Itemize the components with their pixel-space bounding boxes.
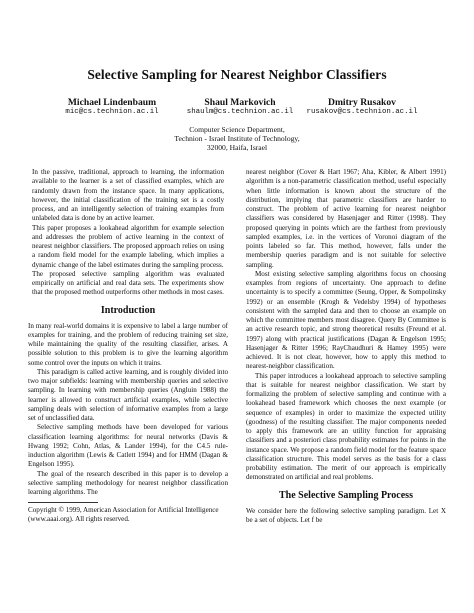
abstract-paragraph: The proposed selective sampling algorithm was evaluated empirically on artificial and real data sets. The experiments show that the proposed method outperforms other methods in most cases. — [32, 269, 224, 297]
body-paragraph: We consider here the following selective sampling paradigm. Let X be a set of objects. Let f be — [246, 506, 446, 524]
body-paragraph: This paradigm is called active learning, and is roughly divided into two major subfields: learning with membership queries and selective sampling. In learning with membership queries (Angluin 1988) the learner is allowed to construct artificial examples, while selective sampling deals with selection of informative examples from a large set of unclassified data. — [28, 367, 228, 422]
body-paragraph: This paper introduces a lookahead approach to selective sampling that is suitable for nearest neighbor classification. We start by formalizing the problem of selective sampling and continue with a lookahead based framework which chooses the next example (or sequence of examples) in order to maximize the expected utility (goodness) of the resulting classifier. The major components needed to apply this framework are an utility function for appraising classifiers and a posteriori class probability estimates for points in the instance space. We propose a random field model for the feature space classification structure. This model serves as the basis for a class probability estimation. The merit of our approach is empirically demonstrated on artificial and real problems. — [246, 371, 446, 482]
abstract-paragraph: This paper proposes a lookahead algorithm for example selection and addresses the problem of active learning in the context of nearest neighbor classifiers. The proposed approach relies on using a random field model for the example labeling, which implies a dynamic change of the label estimates during the sampling process. — [32, 223, 224, 269]
author-email: rusakov@cs.technion.ac.il — [306, 108, 418, 116]
paper-title: Selective Sampling for Nearest Neighbor Classifiers — [87, 67, 387, 82]
section-heading-selective-sampling: The Selective Sampling Process — [279, 489, 413, 501]
author-name: Shaul Markovich — [204, 97, 276, 108]
body-paragraph: Most existing selective sampling algorithms focus on choosing examples from regions of uncertainty. One approach to define uncertainty is to specify a committee (Seung, Opper, & Sompolinsky 1992) or an ensemble (Krogh & Vedelsby 1994) of hypotheses consistent with the sampled data and then to choose an example on which the committee members most disagree. Query By Committee is an active research topic, and strong theoretical results (Freund et al. 1997) along with practical justifications (Dagan & Engelson 1995; Hasenjager & Ritter 1996; RayChaudhuri & Hamey 1995) were achieved. It is not clear, however, how to apply this method to nearest-neighbor classification. — [246, 269, 446, 371]
author-block — [180, 97, 300, 117]
author-name: Dmitry Rusakov — [328, 97, 396, 108]
body-paragraph: nearest neighbor (Cover & Hart 1967; Aha, Kibler, & Albert 1991) algorithm is a non-parametric classification method, useful especially when little information is known about the structure of the distribution, implying that parametric classifiers are harder to construct. The problem of active learning for nearest neighbor classifiers was considered by Hasenjager and Ritter (1998). They proposed querying in points which are the farthest from previously sampled examples, i.e. in the vertices of Voronoi diagram of the points labeled so far. This method, however, falls under the membership queries paradigm and is not suitable for selective sampling. — [246, 168, 446, 269]
affiliation-line: Technion - Israel Institute of Technology, — [174, 134, 300, 144]
section-heading-introduction: Introduction — [100, 304, 156, 316]
left-column — [28, 168, 228, 524]
author-name: Michael Lindenbaum — [67, 97, 157, 108]
affiliation — [0, 125, 474, 153]
footnote-rule — [28, 502, 98, 503]
affiliation-line: Computer Science Department, — [189, 125, 285, 134]
body-paragraph: The goal of the research described in this paper is to develop a selective sampling methodology for nearest neighbor classification learning algorithms. The — [28, 469, 228, 496]
copyright-notice: Copyright © 1999, American Association for Artificial Intelligence (www.aaai.org). All rights reserved. — [28, 506, 219, 524]
author-email: mic@cs.technion.ac.il — [65, 108, 159, 116]
body-paragraph: Selective sampling methods have been developed for various classification learning algorithms: for neural networks (Davis & Hwang 1992; Cohn, Atlas, & Lander 1994), for the C4.5 rule-induction algorithm (Lewis & Catlett 1994) and for HMM (Dagan & Engelson 1995). — [28, 423, 228, 469]
affiliation-line: 32000, Haifa, Israel — [206, 143, 268, 153]
author-block — [52, 97, 172, 117]
right-column — [246, 168, 446, 525]
author-email: shaulm@cs.technion.ac.il — [186, 108, 294, 116]
abstract-paragraph: In the passive, traditional, approach to learning, the information available to the learner is a set of classified examples, which are randomly drawn from the instance space. In many applications, however, the initial classification of the training set is a costly process, and an intelligently selection of training examples from unlabeled data is done by an active learner. — [32, 168, 224, 223]
body-paragraph: In many real-world domains it is expensive to label a large number of examples for training, and the problem of reducing training set size, while maintaining the quality of the resulting classifier, arises. A possible solution to this problem is to give the learning algorithm some control over the inputs on which it trains. — [28, 321, 228, 367]
abstract — [32, 168, 224, 298]
author-block — [302, 97, 422, 117]
